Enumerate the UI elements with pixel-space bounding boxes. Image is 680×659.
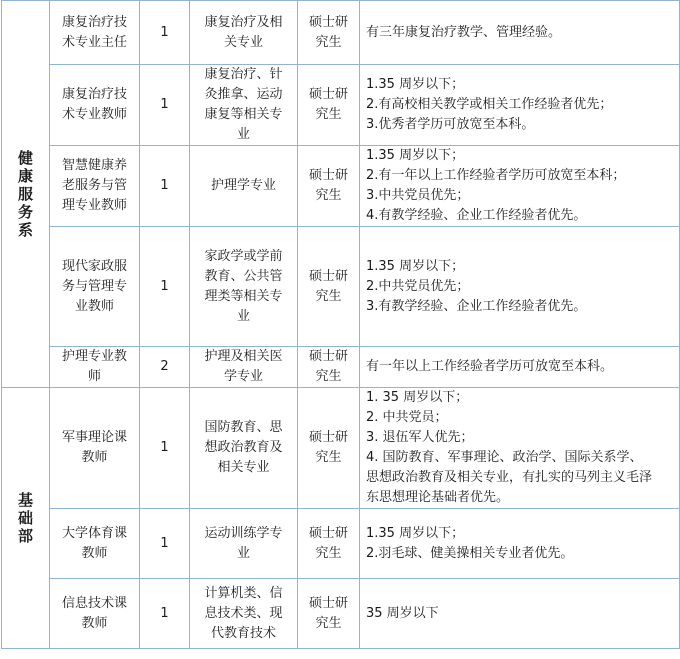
degree-cell <box>298 1 360 65</box>
position-cell <box>50 579 140 649</box>
cell-line: 究生 <box>315 288 342 304</box>
cell-line: 2.羽毛球、健美操相关专业者优先。 <box>366 545 574 561</box>
cell-line: 2.有一年以上工作经验者学历可放宽至本科； <box>366 168 626 183</box>
requirements-cell <box>360 227 680 347</box>
count-cell: 2 <box>140 347 190 388</box>
cell-line: 师 <box>87 369 101 384</box>
cell-line: 计算机类、信 <box>204 585 283 601</box>
cell-line: 2. 中共党员； <box>366 410 448 425</box>
cell-line: 老服务与管 <box>61 178 127 193</box>
cell-line: 3.中共党员优先； <box>366 188 470 203</box>
cell-line: 究生 <box>315 450 342 465</box>
degree-cell <box>298 509 360 579</box>
cell-line: 业教师 <box>74 298 114 314</box>
cell-line: 3.有教学经验、企业工作经验者优先。 <box>366 298 587 314</box>
cell-line: 究生 <box>315 188 342 203</box>
position-cell <box>50 388 140 509</box>
department-cell <box>2 388 50 649</box>
cell-line: 术专业主任 <box>61 34 127 50</box>
table-row <box>2 65 680 146</box>
department-name: 基础部 <box>17 491 33 545</box>
cell-line: 2.中共党员优先； <box>366 278 470 294</box>
cell-line: 康复治疗技 <box>61 14 127 30</box>
cell-line: 硕士研 <box>308 87 348 102</box>
cell-line: 理类等相关专 <box>204 288 283 304</box>
cell-line: 教师 <box>81 615 108 631</box>
cell-line: 康复等相关专 <box>204 107 283 122</box>
position-cell <box>50 1 140 65</box>
cell-line: 术专业教师 <box>61 107 127 122</box>
requirements-cell <box>360 509 680 579</box>
cell-line: 国防教育、思 <box>204 420 283 435</box>
cell-line: 3. 退伍军人优先； <box>366 430 474 445</box>
count-cell: 1 <box>140 227 190 347</box>
position-cell <box>50 347 140 388</box>
recruitment-table <box>1 0 680 649</box>
cell-line: 护理专业教 <box>61 349 127 364</box>
table-row <box>2 388 680 509</box>
cell-line: 灸推拿、运动 <box>204 87 283 102</box>
position-cell <box>50 65 140 146</box>
table-row <box>2 146 680 227</box>
cell-line: 究生 <box>315 615 342 631</box>
cell-line: 有一年以上工作经验者学历可放宽至本科。 <box>366 359 614 374</box>
degree-cell <box>298 65 360 146</box>
cell-line: 业 <box>236 545 250 561</box>
requirements-cell <box>360 388 680 509</box>
cell-line: 4.有教学经验、企业工作经验者优先。 <box>366 208 587 223</box>
count-cell: 1 <box>140 388 190 509</box>
cell-line: 大学体育课 <box>61 525 127 541</box>
position-cell <box>50 509 140 579</box>
department-name: 健康服务系 <box>17 149 33 239</box>
cell-line: 东思想理论基础者优先。 <box>366 490 510 505</box>
cell-line: 护理学专业 <box>210 178 276 193</box>
table-row <box>2 227 680 347</box>
degree-cell <box>298 388 360 509</box>
cell-line: 究生 <box>315 369 342 384</box>
table-row <box>2 579 680 649</box>
cell-line: 1.35 周岁以下； <box>366 525 465 541</box>
major-cell <box>190 509 298 579</box>
cell-line: 4. 国防教育、军事理论、政治学、国际关系学、 <box>366 450 643 465</box>
position-cell <box>50 227 140 347</box>
cell-line: 想政治教育及 <box>204 440 283 455</box>
requirements-cell <box>360 1 680 65</box>
cell-line: 思想政治教育及相关专业，有扎实的马列主义毛泽 <box>366 470 653 485</box>
cell-line: 运动训练学专 <box>204 525 283 541</box>
cell-line: 硕士研 <box>308 595 348 611</box>
table-row <box>2 509 680 579</box>
cell-line: 教师 <box>81 450 108 465</box>
requirements-cell <box>360 65 680 146</box>
cell-line: 3.优秀者学历可放宽至本科。 <box>366 117 535 132</box>
cell-line: 相关专业 <box>217 460 270 475</box>
major-cell <box>190 347 298 388</box>
cell-line: 教师 <box>81 545 108 561</box>
major-cell <box>190 65 298 146</box>
table-row <box>2 1 680 65</box>
cell-line: 35 周岁以下 <box>366 605 439 621</box>
cell-line: 学专业 <box>223 369 263 384</box>
cell-line: 有三年康复治疗教学、管理经验。 <box>366 24 562 40</box>
cell-line: 理专业教师 <box>61 198 127 213</box>
count-cell: 1 <box>140 65 190 146</box>
cell-line: 现代家政服 <box>61 258 127 274</box>
degree-cell <box>298 347 360 388</box>
cell-line: 硕士研 <box>308 430 348 445</box>
cell-line: 康复治疗、针 <box>204 67 283 82</box>
major-cell <box>190 227 298 347</box>
cell-line: 家政学或学前 <box>204 248 283 264</box>
cell-line: 1. 35 周岁以下； <box>366 390 469 405</box>
count-cell: 1 <box>140 146 190 227</box>
degree-cell <box>298 227 360 347</box>
cell-line: 智慧健康养 <box>61 158 127 173</box>
cell-line: 1.35 周岁以下； <box>366 258 465 274</box>
cell-line: 究生 <box>315 34 342 50</box>
table-row <box>2 347 680 388</box>
count-cell: 1 <box>140 1 190 65</box>
cell-line: 硕士研 <box>308 14 348 30</box>
cell-line: 1.35 周岁以下； <box>366 148 465 163</box>
department-cell <box>2 1 50 388</box>
cell-line: 硕士研 <box>308 525 348 541</box>
major-cell <box>190 1 298 65</box>
major-cell <box>190 146 298 227</box>
cell-line: 2.有高校相关教学或相关工作经验者优先； <box>366 97 613 112</box>
major-cell <box>190 388 298 509</box>
count-cell: 1 <box>140 579 190 649</box>
degree-cell <box>298 146 360 227</box>
cell-line: 究生 <box>315 107 342 122</box>
cell-line: 究生 <box>315 545 342 561</box>
cell-line: 硕士研 <box>308 168 348 183</box>
degree-cell <box>298 579 360 649</box>
cell-line: 业 <box>236 308 250 324</box>
cell-line: 军事理论课 <box>61 430 127 445</box>
cell-line: 务与管理专 <box>61 278 127 294</box>
cell-line: 康复治疗及相 <box>204 14 283 30</box>
cell-line: 代教育技术 <box>210 625 276 641</box>
position-cell <box>50 146 140 227</box>
cell-line: 关专业 <box>223 34 263 50</box>
major-cell <box>190 579 298 649</box>
cell-line: 业 <box>236 127 250 142</box>
cell-line: 息技术类、现 <box>204 605 283 621</box>
requirements-cell <box>360 146 680 227</box>
count-cell: 1 <box>140 509 190 579</box>
cell-line: 信息技术课 <box>61 595 127 611</box>
cell-line: 硕士研 <box>308 268 348 284</box>
table-body <box>2 1 680 649</box>
cell-line: 1.35 周岁以下； <box>366 77 465 92</box>
requirements-cell <box>360 579 680 649</box>
cell-line: 护理及相关医 <box>204 349 283 364</box>
requirements-cell <box>360 347 680 388</box>
cell-line: 硕士研 <box>308 349 348 364</box>
cell-line: 康复治疗技 <box>61 87 127 102</box>
cell-line: 教育、公共管 <box>204 268 283 284</box>
